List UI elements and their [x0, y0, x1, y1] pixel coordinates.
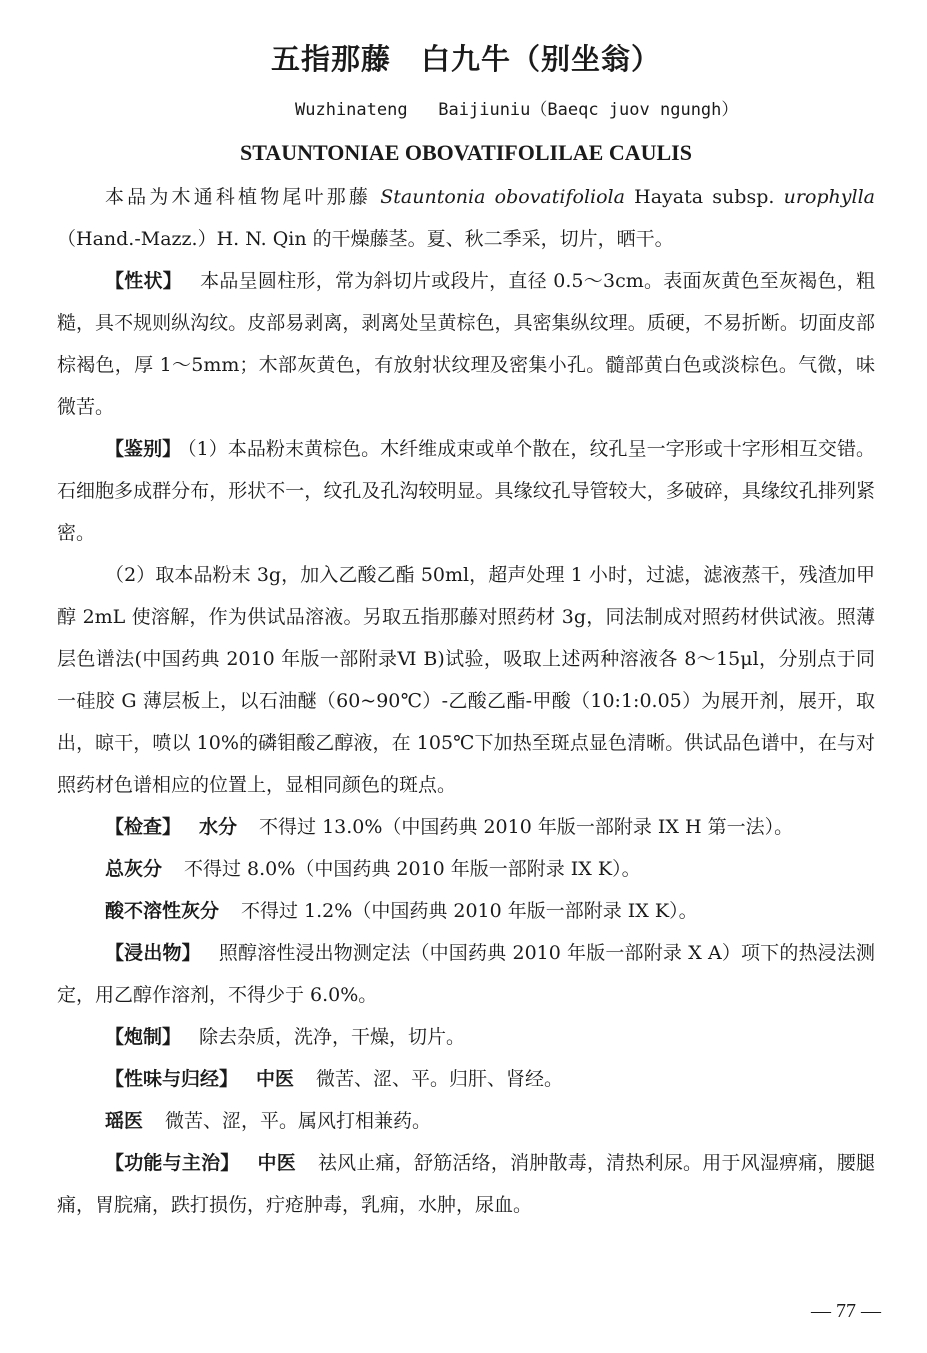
latin-title: STAUNTONIAE OBOVATIFOLILAE CAULIS — [240, 140, 692, 165]
paozhi-heading: 【炮制】 — [105, 1026, 182, 1048]
gongneng-section — [57, 1142, 875, 1226]
species-name: Stauntonia obovatifoliola — [380, 186, 625, 208]
jianbie-section — [57, 428, 875, 554]
xingwei-yao-text: 微苦、涩，平。属风打相兼药。 — [165, 1110, 432, 1132]
ash-label: 总灰分 — [105, 858, 163, 880]
xingzhuang-heading: 【性状】 — [105, 270, 183, 292]
jianbie-heading: 【鉴别】 — [105, 438, 182, 460]
xingwei-tcm-text: 微苦、涩、平。归肝、肾经。 — [316, 1068, 564, 1090]
water-text: 不得过 13.0%（中国药典 2010 年版一部附录 IX H 第一法）。 — [259, 816, 794, 838]
document-page — [57, 38, 875, 1226]
jinchuwu-heading: 【浸出物】 — [105, 942, 201, 964]
xingwei-tcm-label: 中医 — [256, 1068, 295, 1090]
xingwei-yao-line — [57, 1100, 875, 1142]
acid-ash-label: 酸不溶性灰分 — [105, 900, 220, 922]
gongneng-heading: 【功能与主治】 — [105, 1152, 240, 1174]
origin-text-c: （Hand.-Mazz.）H. N. Qin 的干燥藤茎。夏、秋二季采，切片，晒干。 — [57, 228, 674, 250]
jinchuwu-section — [57, 932, 875, 1016]
xingwei-yao-label: 瑶医 — [105, 1110, 144, 1132]
gongneng-tcm-text: 祛风止痛，舒筋活络，消肿散毒，清热利尿。用于风湿痹痛，腰腿痛，胃脘痛，跌打损伤，疔疮肿毒，乳痈，水肿，尿血。 — [57, 1152, 875, 1216]
origin-text-b: Hayata subsp. — [624, 186, 784, 208]
ash-line — [57, 848, 875, 890]
jianbie-text-2: （2）取本品粉末 3g，加入乙酸乙酯 50ml，超声处理 1 小时，过滤，滤液蒸干，残渣加甲醇 2mL 使溶解，作为供试品溶液。另取五指那藤对照药材 3g，同法制成对照药材供试液。照薄层色谱法(中国药典 2010 年版一部附录Ⅵ B)试验，吸取上述两种溶液各 8～15μl，分别点于同一硅胶 G 薄层板上，以石油醚（60~90℃）-乙酸乙酯-甲酸（10:1:0.05）为展开剂，展开，取出，晾干，喷以 10%的磷钼酸乙醇液，在 105℃下加热至斑点显色清晰。供试品色谱中，在与对照药材色谱相应的位置上，显相同颜色的斑点。 — [57, 564, 875, 796]
jiancha-heading: 【检查】 — [105, 816, 182, 838]
gongneng-tcm-label: 中医 — [257, 1152, 296, 1174]
page-title: 五指那藤 白九牛（别坐翁） — [270, 42, 661, 76]
acid-ash-text: 不得过 1.2%（中国药典 2010 年版一部附录 IX K）。 — [241, 900, 698, 922]
paozhi-text: 除去杂质，洗净，干燥，切片。 — [199, 1026, 466, 1048]
xingwei-heading: 【性味与归经】 — [105, 1068, 239, 1090]
jianbie-text-1: （1）本品粉末黄棕色。木纤维成束或单个散在，纹孔呈一字形或十字形相互交错。石细胞多成群分布，形状不一，纹孔及孔沟较明显。具缘纹孔导管较大，多破碎，具缘纹孔排列紧密。 — [57, 438, 875, 544]
origin-text-a: 本品为木通科植物尾叶那藤 — [105, 186, 381, 208]
pinyin-title: Wuzhinateng Baijiuniu（Baeqc juov ngungh） — [295, 100, 739, 120]
jinchuwu-text: 照醇溶性浸出物测定法（中国药典 2010 年版一部附录 X A）项下的热浸法测定，用乙醇作溶剂，不得少于 6.0%。 — [57, 942, 875, 1006]
xingzhuang-text: 本品呈圆柱形，常为斜切片或段片，直径 0.5～3cm。表面灰黄色至灰褐色，粗糙，具不规则纵沟纹。皮部易剥离，剥离处呈黄棕色，具密集纵纹理。质硬，不易折断。切面皮部棕褐色，厚 1～5mm；木部灰黄色，有放射状纹理及密集小孔。髓部黄白色或淡棕色。气微，味微苦。 — [57, 270, 875, 418]
water-label: 水分 — [199, 816, 238, 838]
xingzhuang-section — [57, 260, 875, 428]
subspecies-name: urophylla — [783, 186, 875, 208]
page-number: — 77 — — [811, 1300, 881, 1322]
xingwei-section — [57, 1058, 875, 1100]
jianbie-paragraph-2 — [57, 554, 875, 806]
origin-paragraph — [57, 176, 875, 260]
ash-text: 不得过 8.0%（中国药典 2010 年版一部附录 IX K）。 — [184, 858, 641, 880]
jiancha-section — [57, 806, 875, 848]
paozhi-section — [57, 1016, 875, 1058]
acid-ash-line — [57, 890, 875, 932]
